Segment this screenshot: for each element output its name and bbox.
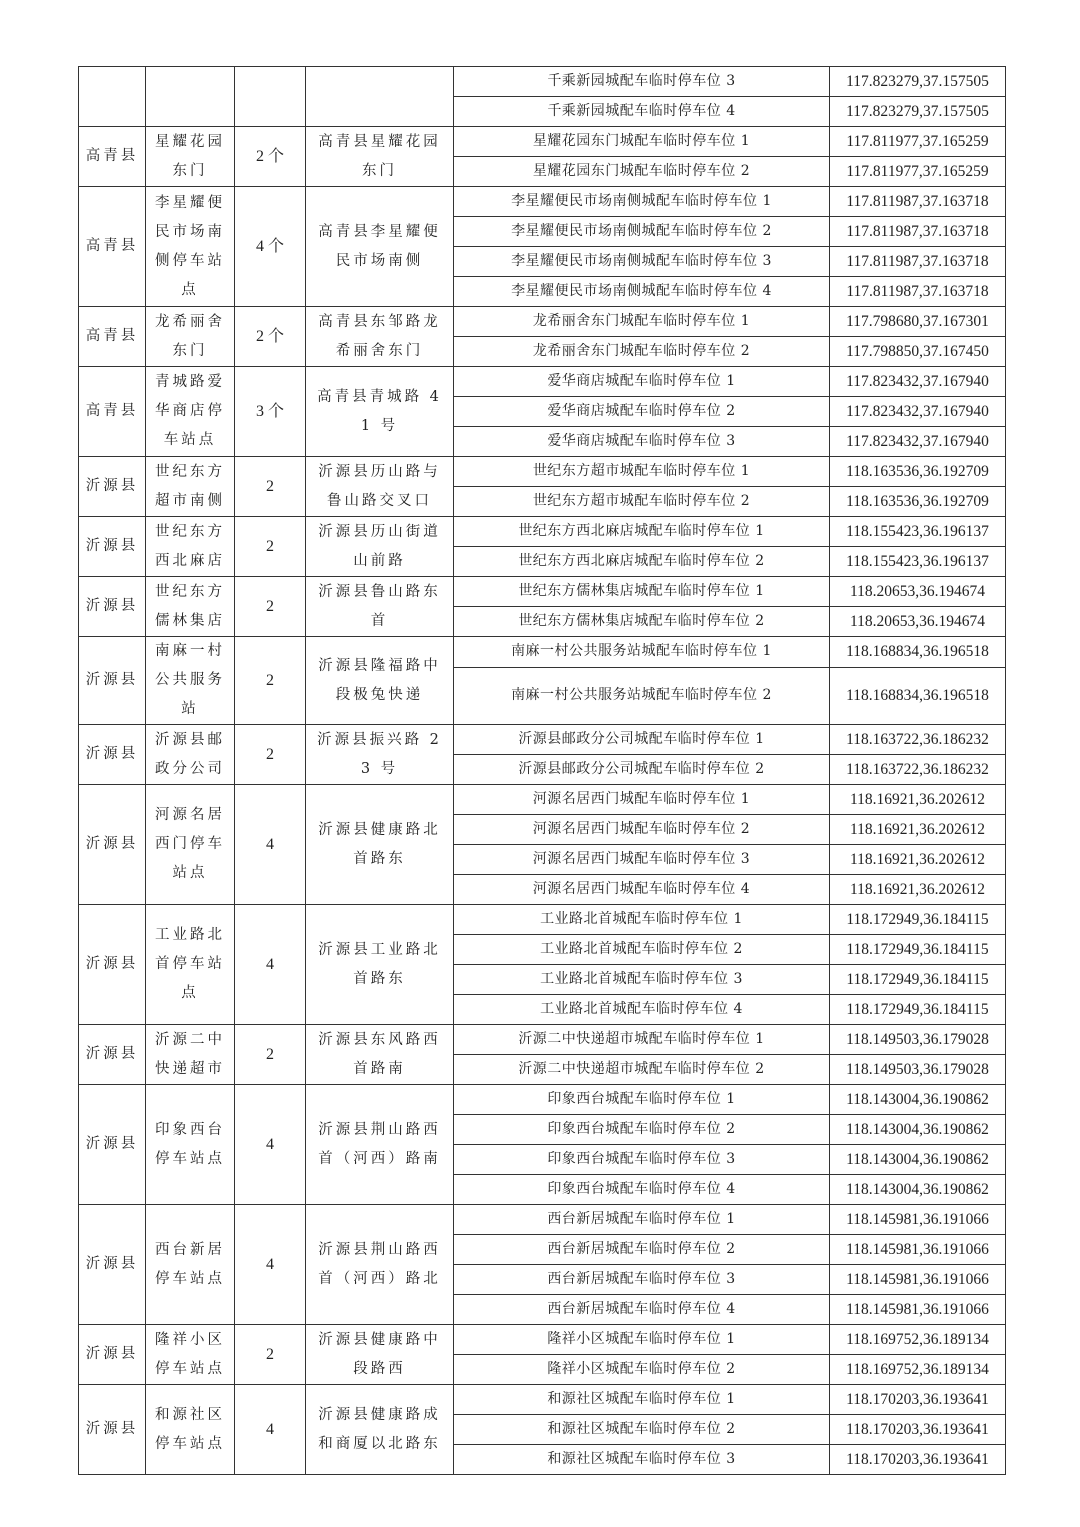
spot-name-cell: 沂源二中快递超市城配车临时停车位 2	[454, 1055, 830, 1085]
coordinate-cell: 118.170203,36.193641	[830, 1385, 1006, 1415]
site-cell: 世纪东方儒林集店	[146, 577, 235, 637]
spot-name-cell: 和源社区城配车临时停车位 1	[454, 1385, 830, 1415]
table-row	[79, 725, 1006, 755]
spot-name-cell: 河源名居西门城配车临时停车位 3	[454, 845, 830, 875]
spot-name-cell: 西台新居城配车临时停车位 1	[454, 1205, 830, 1235]
coordinate-cell: 118.16921,36.202612	[830, 875, 1006, 905]
site-cell: 世纪东方西北麻店	[146, 517, 235, 577]
table-row	[79, 67, 1006, 97]
address-cell: 沂源县历山街道山前路	[306, 517, 454, 577]
spot-name-cell: 星耀花园东门城配车临时停车位 2	[454, 157, 830, 187]
coordinate-cell: 117.823432,37.167940	[830, 397, 1006, 427]
spot-name-cell: 爱华商店城配车临时停车位 1	[454, 367, 830, 397]
coordinate-cell: 117.811987,37.163718	[830, 277, 1006, 307]
coordinate-cell: 117.811987,37.163718	[830, 247, 1006, 277]
address-cell: 沂源县历山路与鲁山路交叉口	[306, 457, 454, 517]
coordinate-cell: 117.823279,37.157505	[830, 97, 1006, 127]
spot-name-cell: 李星耀便民市场南侧城配车临时停车位 1	[454, 187, 830, 217]
coordinate-cell: 117.811977,37.165259	[830, 127, 1006, 157]
spot-name-cell: 河源名居西门城配车临时停车位 2	[454, 815, 830, 845]
coordinate-cell: 118.163722,36.186232	[830, 725, 1006, 755]
table-row	[79, 307, 1006, 337]
spot-name-cell: 和源社区城配车临时停车位 3	[454, 1445, 830, 1475]
coordinate-cell: 118.170203,36.193641	[830, 1445, 1006, 1475]
coordinate-cell: 118.143004,36.190862	[830, 1145, 1006, 1175]
address-cell: 高青县李星耀便民市场南侧	[306, 187, 454, 307]
address-cell: 沂源县东风路西首路南	[306, 1025, 454, 1085]
count-cell: 2 个	[235, 307, 306, 367]
address-cell: 沂源县工业路北首路东	[306, 905, 454, 1025]
count-cell: 4	[235, 785, 306, 905]
site-cell: 沂源县邮政分公司	[146, 725, 235, 785]
spot-name-cell: 印象西台城配车临时停车位 3	[454, 1145, 830, 1175]
coordinate-cell: 118.155423,36.196137	[830, 517, 1006, 547]
spot-name-cell: 印象西台城配车临时停车位 4	[454, 1175, 830, 1205]
coordinate-cell: 117.823432,37.167940	[830, 367, 1006, 397]
coordinate-cell: 118.20653,36.194674	[830, 607, 1006, 637]
spot-name-cell: 李星耀便民市场南侧城配车临时停车位 3	[454, 247, 830, 277]
spot-name-cell: 河源名居西门城配车临时停车位 4	[454, 875, 830, 905]
spot-name-cell: 西台新居城配车临时停车位 2	[454, 1235, 830, 1265]
count-cell: 4 个	[235, 187, 306, 307]
count-cell: 3 个	[235, 367, 306, 457]
site-cell	[146, 67, 235, 127]
spot-name-cell: 世纪东方儒林集店城配车临时停车位 1	[454, 577, 830, 607]
coordinate-cell: 118.172949,36.184115	[830, 965, 1006, 995]
county-cell: 沂源县	[79, 457, 146, 517]
spot-name-cell: 工业路北首城配车临时停车位 2	[454, 935, 830, 965]
table-row	[79, 637, 1006, 668]
address-cell: 沂源县鲁山路东首	[306, 577, 454, 637]
county-cell: 沂源县	[79, 1025, 146, 1085]
count-cell: 2	[235, 457, 306, 517]
county-cell: 沂源县	[79, 637, 146, 725]
spot-name-cell: 河源名居西门城配车临时停车位 1	[454, 785, 830, 815]
count-cell: 2	[235, 725, 306, 785]
address-cell: 高青县东邹路龙希丽舍东门	[306, 307, 454, 367]
county-cell: 高青县	[79, 367, 146, 457]
address-cell: 高青县星耀花园东门	[306, 127, 454, 187]
coordinate-cell: 118.16921,36.202612	[830, 815, 1006, 845]
spot-name-cell: 星耀花园东门城配车临时停车位 1	[454, 127, 830, 157]
count-cell: 2	[235, 637, 306, 725]
coordinate-cell: 118.169752,36.189134	[830, 1325, 1006, 1355]
spot-name-cell: 和源社区城配车临时停车位 2	[454, 1415, 830, 1445]
county-cell: 沂源县	[79, 785, 146, 905]
site-cell: 河源名居西门停车站点	[146, 785, 235, 905]
site-cell: 沂源二中快递超市	[146, 1025, 235, 1085]
spot-name-cell: 沂源二中快递超市城配车临时停车位 1	[454, 1025, 830, 1055]
count-cell: 2	[235, 1325, 306, 1385]
spot-name-cell: 沂源县邮政分公司城配车临时停车位 1	[454, 725, 830, 755]
site-cell: 和源社区停车站点	[146, 1385, 235, 1475]
spot-name-cell: 千乘新园城配车临时停车位 4	[454, 97, 830, 127]
spot-name-cell: 隆祥小区城配车临时停车位 2	[454, 1355, 830, 1385]
spot-name-cell: 千乘新园城配车临时停车位 3	[454, 67, 830, 97]
count-cell: 2	[235, 1025, 306, 1085]
coordinate-cell: 118.145981,36.191066	[830, 1205, 1006, 1235]
count-cell: 4	[235, 1385, 306, 1475]
coordinate-cell: 117.798850,37.167450	[830, 337, 1006, 367]
spot-name-cell: 世纪东方超市城配车临时停车位 1	[454, 457, 830, 487]
site-cell: 世纪东方超市南侧	[146, 457, 235, 517]
spot-name-cell: 龙希丽舍东门城配车临时停车位 1	[454, 307, 830, 337]
address-cell: 沂源县健康路成和商厦以北路东	[306, 1385, 454, 1475]
address-cell: 高青县青城路 41 号	[306, 367, 454, 457]
coordinate-cell: 118.143004,36.190862	[830, 1175, 1006, 1205]
coordinate-cell: 118.168834,36.196518	[830, 637, 1006, 668]
coordinate-cell: 118.163722,36.186232	[830, 755, 1006, 785]
table-row	[79, 905, 1006, 935]
coordinate-cell: 118.149503,36.179028	[830, 1025, 1006, 1055]
spot-name-cell: 工业路北首城配车临时停车位 4	[454, 995, 830, 1025]
address-cell: 沂源县健康路中段路西	[306, 1325, 454, 1385]
spot-name-cell: 世纪东方西北麻店城配车临时停车位 1	[454, 517, 830, 547]
spot-name-cell: 爱华商店城配车临时停车位 3	[454, 427, 830, 457]
coordinate-cell: 118.149503,36.179028	[830, 1055, 1006, 1085]
county-cell: 高青县	[79, 307, 146, 367]
site-cell: 龙希丽舍东门	[146, 307, 235, 367]
county-cell: 沂源县	[79, 1385, 146, 1475]
spot-name-cell: 龙希丽舍东门城配车临时停车位 2	[454, 337, 830, 367]
table-row	[79, 1025, 1006, 1055]
count-cell: 4	[235, 1085, 306, 1205]
table-row	[79, 127, 1006, 157]
spot-name-cell: 工业路北首城配车临时停车位 3	[454, 965, 830, 995]
coordinate-cell: 117.823432,37.167940	[830, 427, 1006, 457]
site-cell: 隆祥小区停车站点	[146, 1325, 235, 1385]
table-row	[79, 1325, 1006, 1355]
table-body	[79, 67, 1006, 1475]
coordinate-cell: 118.163536,36.192709	[830, 487, 1006, 517]
coordinate-cell: 117.811987,37.163718	[830, 187, 1006, 217]
site-cell: 星耀花园东门	[146, 127, 235, 187]
spot-name-cell: 李星耀便民市场南侧城配车临时停车位 4	[454, 277, 830, 307]
table-row	[79, 577, 1006, 607]
county-cell: 沂源县	[79, 1325, 146, 1385]
table-row	[79, 785, 1006, 815]
spot-name-cell: 印象西台城配车临时停车位 1	[454, 1085, 830, 1115]
address-cell: 沂源县荆山路西首（河西）路南	[306, 1085, 454, 1205]
coordinate-cell: 118.170203,36.193641	[830, 1415, 1006, 1445]
spot-name-cell: 沂源县邮政分公司城配车临时停车位 2	[454, 755, 830, 785]
coordinate-cell: 117.798680,37.167301	[830, 307, 1006, 337]
coordinate-cell: 118.145981,36.191066	[830, 1235, 1006, 1265]
spot-name-cell: 世纪东方超市城配车临时停车位 2	[454, 487, 830, 517]
address-cell: 沂源县健康路北首路东	[306, 785, 454, 905]
coordinate-cell: 118.143004,36.190862	[830, 1115, 1006, 1145]
coordinate-cell: 118.145981,36.191066	[830, 1265, 1006, 1295]
site-cell: 工业路北首停车站点	[146, 905, 235, 1025]
coordinate-cell: 118.169752,36.189134	[830, 1355, 1006, 1385]
coordinate-cell: 118.143004,36.190862	[830, 1085, 1006, 1115]
spot-name-cell: 西台新居城配车临时停车位 4	[454, 1295, 830, 1325]
coordinate-cell: 118.155423,36.196137	[830, 547, 1006, 577]
coordinate-cell: 117.811977,37.165259	[830, 157, 1006, 187]
county-cell: 沂源县	[79, 725, 146, 785]
site-cell: 西台新居停车站点	[146, 1205, 235, 1325]
count-cell: 4	[235, 1205, 306, 1325]
coordinate-cell: 118.16921,36.202612	[830, 785, 1006, 815]
table-row	[79, 1385, 1006, 1415]
spot-name-cell: 南麻一村公共服务站城配车临时停车位 2	[454, 667, 830, 724]
coordinate-cell: 118.172949,36.184115	[830, 935, 1006, 965]
county-cell: 沂源县	[79, 905, 146, 1025]
table-row	[79, 517, 1006, 547]
count-cell	[235, 67, 306, 127]
table-row	[79, 187, 1006, 217]
spot-name-cell: 西台新居城配车临时停车位 3	[454, 1265, 830, 1295]
table-row	[79, 457, 1006, 487]
site-cell: 李星耀便民市场南侧停车站点	[146, 187, 235, 307]
table-row	[79, 1205, 1006, 1235]
coordinate-cell: 118.145981,36.191066	[830, 1295, 1006, 1325]
address-cell	[306, 67, 454, 127]
spot-name-cell: 工业路北首城配车临时停车位 1	[454, 905, 830, 935]
address-cell: 沂源县荆山路西首（河西）路北	[306, 1205, 454, 1325]
county-cell: 沂源县	[79, 1205, 146, 1325]
count-cell: 2	[235, 577, 306, 637]
coordinate-cell: 118.16921,36.202612	[830, 845, 1006, 875]
coordinate-cell: 118.20653,36.194674	[830, 577, 1006, 607]
coordinate-cell: 117.823279,37.157505	[830, 67, 1006, 97]
address-cell: 沂源县振兴路 23 号	[306, 725, 454, 785]
coordinate-cell: 117.811987,37.163718	[830, 217, 1006, 247]
county-cell: 高青县	[79, 187, 146, 307]
site-cell: 青城路爱华商店停车站点	[146, 367, 235, 457]
spot-name-cell: 李星耀便民市场南侧城配车临时停车位 2	[454, 217, 830, 247]
address-cell: 沂源县隆福路中段极兔快递	[306, 637, 454, 725]
spot-name-cell: 印象西台城配车临时停车位 2	[454, 1115, 830, 1145]
county-cell: 沂源县	[79, 577, 146, 637]
table-row	[79, 367, 1006, 397]
spot-name-cell: 世纪东方儒林集店城配车临时停车位 2	[454, 607, 830, 637]
site-cell: 印象西台停车站点	[146, 1085, 235, 1205]
coordinate-cell: 118.168834,36.196518	[830, 667, 1006, 724]
count-cell: 2 个	[235, 127, 306, 187]
count-cell: 2	[235, 517, 306, 577]
coordinate-cell: 118.172949,36.184115	[830, 905, 1006, 935]
spot-name-cell: 隆祥小区城配车临时停车位 1	[454, 1325, 830, 1355]
site-cell: 南麻一村公共服务站	[146, 637, 235, 725]
spot-name-cell: 南麻一村公共服务站城配车临时停车位 1	[454, 637, 830, 668]
spot-name-cell: 爱华商店城配车临时停车位 2	[454, 397, 830, 427]
coordinate-cell: 118.172949,36.184115	[830, 995, 1006, 1025]
county-cell: 高青县	[79, 127, 146, 187]
table-row	[79, 1085, 1006, 1115]
spot-name-cell: 世纪东方西北麻店城配车临时停车位 2	[454, 547, 830, 577]
county-cell	[79, 67, 146, 127]
count-cell: 4	[235, 905, 306, 1025]
coordinate-cell: 118.163536,36.192709	[830, 457, 1006, 487]
county-cell: 沂源县	[79, 517, 146, 577]
parking-spot-table	[78, 66, 1006, 1475]
county-cell: 沂源县	[79, 1085, 146, 1205]
